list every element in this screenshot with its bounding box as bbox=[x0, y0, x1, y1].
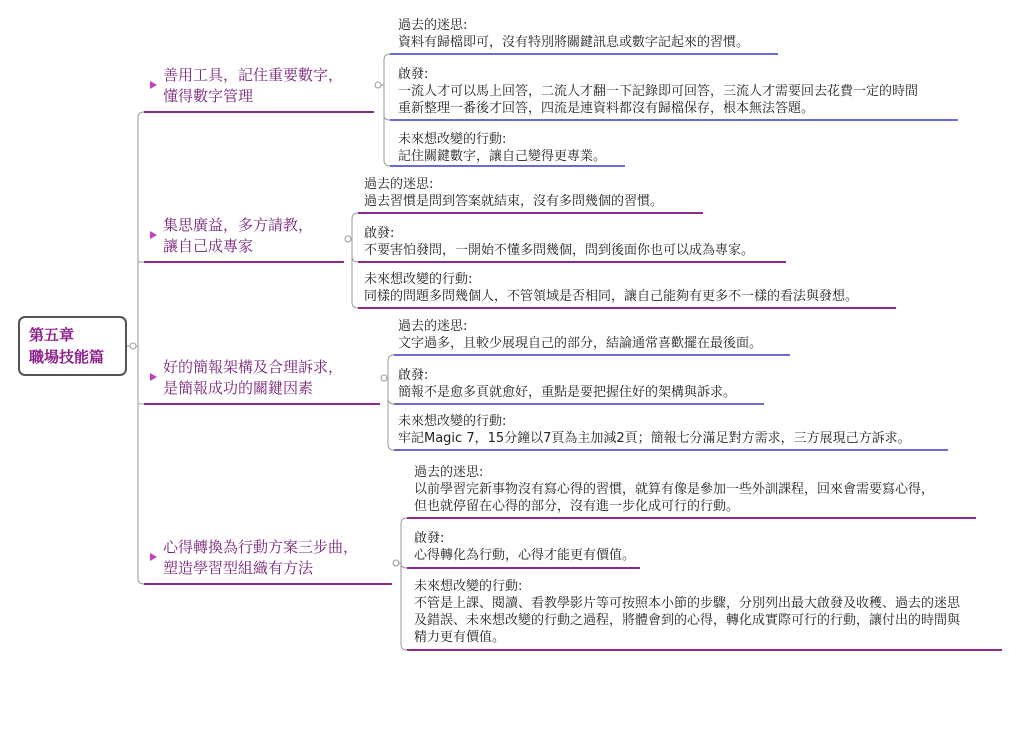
branch-node-4[interactable] bbox=[163, 537, 358, 579]
branch-marker-icon bbox=[150, 373, 157, 381]
leaf-insight[interactable] bbox=[364, 225, 754, 259]
branch-title-line2: 讓自己成專家 bbox=[163, 237, 254, 255]
leaf-insight[interactable] bbox=[398, 66, 918, 117]
leaf-insight[interactable] bbox=[398, 367, 736, 401]
leaf-future-action[interactable] bbox=[398, 131, 606, 165]
leaf-text: 簡報不是愈多頁就愈好，重點是要把握住好的架構與訴求。 bbox=[398, 385, 737, 400]
leaf-text: 及錯誤、未來想改變的行動之過程，將體會到的心得，轉化成實際可行的行動，讓付出的時間與 bbox=[414, 613, 961, 628]
leaf-label: 啟發: bbox=[364, 226, 395, 241]
leaf-text: 文字過多，且較少展現自己的部分，結論通常喜歡擺在最後面。 bbox=[398, 336, 763, 351]
leaf-past-myth[interactable] bbox=[414, 464, 934, 515]
leaf-future-action[interactable] bbox=[398, 413, 911, 447]
leaf-text: 心得轉化為行動，心得才能更有價值。 bbox=[414, 548, 636, 563]
leaf-text: 重新整理一番後才回答，四流是連資料都沒有歸檔保存，根本無法答題。 bbox=[398, 101, 815, 116]
leaf-insight[interactable] bbox=[414, 530, 635, 564]
leaf-label: 過去的迷思: bbox=[364, 177, 434, 192]
leaf-text: 以前學習完新事物沒有寫心得的習慣，就算有像是參加一些外訓課程，回來會需要寫心得， bbox=[414, 482, 935, 497]
leaf-label: 啟發: bbox=[398, 67, 429, 82]
leaf-text: 資料有歸檔即可，沒有特別將關鍵訊息或數字記起來的習慣。 bbox=[398, 35, 750, 50]
branch-title-line1: 好的簡報架構及合理訴求， bbox=[163, 358, 344, 376]
leaf-label: 啟發: bbox=[398, 368, 429, 383]
root-title-line1: 第五章 bbox=[29, 326, 75, 344]
branch-marker-icon bbox=[150, 81, 157, 89]
branch-node-3[interactable] bbox=[163, 357, 343, 399]
leaf-past-myth[interactable] bbox=[398, 17, 749, 51]
leaf-text: 牢記Magic 7，15分鐘以7頁為主加減2頁；簡報七分滿足對方需求，三方展現己方訴求。 bbox=[398, 431, 911, 446]
leaf-text: 同樣的問題多問幾個人，不管領域是否相同，讓自己能夠有更多不一樣的看法與發想。 bbox=[364, 289, 859, 304]
branch-title-line2: 是簡報成功的關鍵因素 bbox=[163, 379, 314, 397]
leaf-label: 未來想改變的行動: bbox=[414, 579, 523, 594]
branch-node-1[interactable] bbox=[163, 65, 343, 107]
leaf-future-action[interactable] bbox=[414, 578, 960, 646]
leaf-text: 但也就停留在心得的部分，沒有進一步化成可行的行動。 bbox=[414, 499, 740, 514]
leaf-text: 一流人才可以馬上回答，二流人才翻一下記錄即可回答，三流人才需要回去花費一定的時間 bbox=[398, 84, 919, 99]
branch-title-line1: 心得轉換為行動方案三步曲， bbox=[163, 538, 359, 556]
branch-title-line1: 善用工具，記住重要數字， bbox=[163, 66, 344, 84]
branch-node-2[interactable] bbox=[163, 215, 313, 257]
branch-marker-icon bbox=[150, 553, 157, 561]
root-title-line2: 職場技能篇 bbox=[29, 348, 105, 366]
leaf-label: 未來想改變的行動: bbox=[398, 132, 507, 147]
branch-marker-icon bbox=[150, 231, 157, 239]
leaf-label: 過去的迷思: bbox=[398, 319, 468, 334]
leaf-past-myth[interactable] bbox=[364, 176, 663, 210]
branch-title-line1: 集思廣益，多方請教， bbox=[163, 216, 314, 234]
branch-title-line2: 懂得數字管理 bbox=[163, 87, 254, 105]
leaf-label: 未來想改變的行動: bbox=[364, 272, 473, 287]
leaf-future-action[interactable] bbox=[364, 271, 858, 305]
leaf-label: 過去的迷思: bbox=[414, 465, 484, 480]
leaf-past-myth[interactable] bbox=[398, 318, 762, 352]
root-node[interactable] bbox=[18, 316, 127, 376]
branch-title-line2: 塑造學習型組織有方法 bbox=[163, 559, 314, 577]
leaf-text: 記住關鍵數字，讓自己變得更專業。 bbox=[398, 149, 607, 164]
leaf-label: 過去的迷思: bbox=[398, 18, 468, 33]
leaf-text: 不管是上課、閱讀、看教學影片等可按照本小節的步驟，分別列出最大啟發及收穫、過去的迷思 bbox=[414, 596, 961, 611]
leaf-label: 啟發: bbox=[414, 531, 445, 546]
leaf-text: 精力更有價值。 bbox=[414, 630, 506, 645]
leaf-label: 未來想改變的行動: bbox=[398, 414, 507, 429]
leaf-text: 不要害怕發問，一開始不懂多問幾個，問到後面你也可以成為專家。 bbox=[364, 243, 755, 258]
leaf-text: 過去習慣是問到答案就結束，沒有多問幾個的習慣。 bbox=[364, 194, 664, 209]
